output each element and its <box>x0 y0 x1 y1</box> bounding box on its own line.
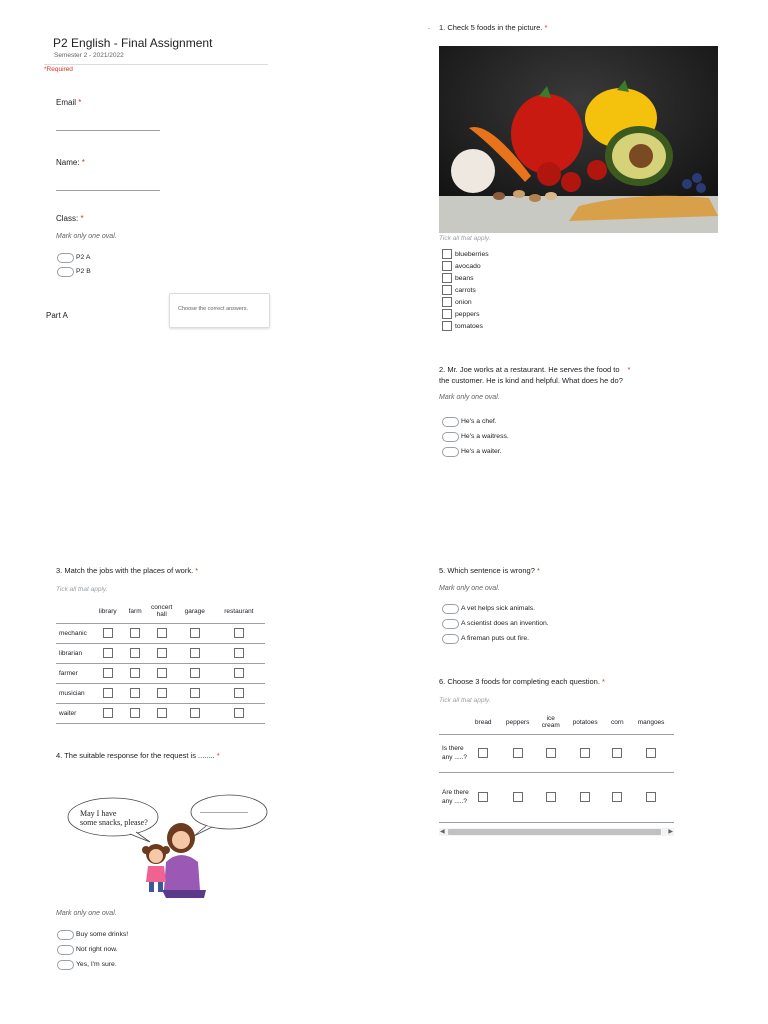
class-label: Class: <box>56 214 79 223</box>
q3-row-label: mechanic <box>56 623 92 643</box>
form-subtitle: Semester 2 - 2021/2022 <box>54 52 124 59</box>
q6-hint: Tick all that apply. <box>439 697 491 704</box>
name-question <box>56 158 85 167</box>
radio-oval[interactable] <box>442 634 459 644</box>
q1-question: 1. Check 5 foods in the picture. * <box>439 23 548 32</box>
grid-checkbox[interactable] <box>234 668 244 678</box>
required-star: * <box>80 214 84 223</box>
radio-oval[interactable] <box>442 604 459 614</box>
checkbox[interactable] <box>442 261 452 271</box>
scrollbar-thumb[interactable] <box>448 829 661 835</box>
vegetables-photo <box>439 46 718 233</box>
q3-row-label: musician <box>56 683 92 703</box>
grid-checkbox[interactable] <box>580 748 590 758</box>
required-star: * <box>216 751 220 760</box>
q3-column-restaurant: restaurant <box>224 607 254 615</box>
grid-checkbox[interactable] <box>103 688 113 698</box>
grid-checkbox[interactable] <box>234 628 244 638</box>
table-row <box>56 683 265 703</box>
checkbox[interactable] <box>442 273 452 283</box>
q6-column-bread: bread <box>474 718 492 726</box>
radio-oval[interactable] <box>57 267 74 277</box>
part-a-description-box <box>169 293 270 328</box>
form-title: P2 English - Final Assignment <box>53 36 213 50</box>
radio-oval[interactable] <box>57 960 74 970</box>
class-option[interactable]: P2 B <box>57 264 91 279</box>
q5-option[interactable]: A scientist does an invention. <box>442 616 549 631</box>
class-option[interactable]: P2 A <box>57 250 91 265</box>
q6-row-label: Is there any .....? <box>439 734 469 772</box>
grid-checkbox[interactable] <box>190 688 200 698</box>
q5-options <box>442 601 549 646</box>
q1-options <box>442 248 489 332</box>
email-question <box>56 98 81 107</box>
scroll-left-arrow[interactable]: ◀ <box>440 829 445 835</box>
checkbox[interactable] <box>442 285 452 295</box>
table-row <box>439 734 674 772</box>
grid-checkbox[interactable] <box>130 668 140 678</box>
q5-hint: Mark only one oval. <box>439 585 500 592</box>
required-star: * <box>602 677 605 686</box>
grid-checkbox[interactable] <box>234 648 244 658</box>
checkbox[interactable] <box>442 321 452 331</box>
required-star: * <box>195 566 199 575</box>
required-star: * <box>81 158 85 167</box>
grid-checkbox[interactable] <box>157 668 167 678</box>
table-row <box>439 772 674 822</box>
grid-checkbox[interactable] <box>103 708 113 718</box>
q3-grid <box>56 600 265 724</box>
grid-checkbox[interactable] <box>513 792 523 802</box>
q3-hint: Tick all that apply. <box>56 586 108 593</box>
q4-option[interactable]: Not right now. <box>57 942 128 957</box>
q2-option[interactable]: He's a waitress. <box>442 429 509 444</box>
q2-option[interactable]: He's a waiter. <box>442 444 509 459</box>
page-dot: . <box>428 24 430 31</box>
q3-column-garage: garage <box>184 607 205 615</box>
q4-options <box>57 927 128 972</box>
q3-row-label: waiter <box>56 703 92 723</box>
q4-question: 4. The suitable response for the request is ........ * <box>56 751 220 760</box>
grid-checkbox[interactable] <box>130 648 140 658</box>
grid-checkbox[interactable] <box>157 628 167 638</box>
q6-column-peppers: peppers <box>505 718 530 726</box>
grid-checkbox[interactable] <box>103 648 113 658</box>
grid-checkbox[interactable] <box>478 748 488 758</box>
grid-checkbox[interactable] <box>190 628 200 638</box>
table-row <box>56 623 265 643</box>
scroll-right-arrow[interactable]: ▶ <box>668 829 673 835</box>
q1-option[interactable]: blueberries <box>442 248 489 260</box>
q2-hint: Mark only one oval. <box>439 394 500 401</box>
q2-options <box>442 414 509 459</box>
grid-checkbox[interactable] <box>612 792 622 802</box>
part-a-description: Choose the correct answers. <box>178 306 249 312</box>
required-star: * <box>536 566 540 575</box>
q3-question: 3. Match the jobs with the places of work. * <box>56 566 199 575</box>
table-row <box>56 663 265 683</box>
table-row <box>56 643 265 663</box>
grid-checkbox[interactable] <box>157 648 167 658</box>
grid-checkbox[interactable] <box>190 648 200 658</box>
radio-oval[interactable] <box>57 930 74 940</box>
table-row <box>56 703 265 723</box>
grid-checkbox[interactable] <box>103 668 113 678</box>
header-divider <box>44 64 268 65</box>
q6-row-label: Are there any .....? <box>439 772 469 822</box>
grid-checkbox[interactable] <box>130 688 140 698</box>
grid-checkbox[interactable] <box>130 708 140 718</box>
grid-checkbox[interactable] <box>103 628 113 638</box>
q6-column-potatoes: potatoes <box>572 718 598 726</box>
q6-column-ice-cream: ice cream <box>541 715 560 730</box>
bubble-request: May I have some snacks, please? <box>80 809 148 827</box>
grid-checkbox[interactable] <box>580 792 590 802</box>
q3-row-label: farmer <box>56 663 92 683</box>
q1-option[interactable]: avocado <box>442 260 489 272</box>
email-label: Email <box>56 98 77 107</box>
bubble-response: ........................ <box>200 806 248 815</box>
q3-row-label: librarian <box>56 643 92 663</box>
name-label: Name: <box>56 158 80 167</box>
grid-checkbox[interactable] <box>190 708 200 718</box>
q4-illustration <box>66 790 272 902</box>
q6-question: 6. Choose 3 foods for completing each question. * <box>439 677 605 686</box>
required-note: *Required <box>44 66 73 73</box>
grid-checkbox[interactable] <box>190 668 200 678</box>
grid-checkbox[interactable] <box>234 688 244 698</box>
grid-checkbox[interactable] <box>234 708 244 718</box>
grid-checkbox[interactable] <box>646 748 656 758</box>
class-options <box>57 250 91 279</box>
form-header <box>44 36 268 73</box>
name-field[interactable] <box>56 180 160 191</box>
checkbox[interactable] <box>442 249 452 259</box>
grid-checkbox[interactable] <box>612 748 622 758</box>
class-question <box>56 214 84 223</box>
radio-oval[interactable] <box>442 447 459 457</box>
q3-column-concert-hall: concert hall <box>151 604 173 619</box>
q5-question: 5. Which sentence is wrong? * <box>439 566 540 575</box>
q1-hint: Tick all that apply. <box>439 235 491 242</box>
q1-option[interactable]: tomatoes <box>442 320 489 332</box>
q6-horizontal-scrollbar[interactable] <box>439 828 674 836</box>
q2-question: 2. Mr. Joe works at a restaurant. He serves the food to * the customer. He is kind and helpful. What does he do? <box>439 365 631 385</box>
grid-checkbox[interactable] <box>157 688 167 698</box>
q1-option[interactable]: onion <box>442 296 489 308</box>
q3-column-library: library <box>98 607 117 615</box>
q2-option[interactable]: He's a chef. <box>442 414 509 429</box>
q5-option[interactable]: A fireman puts out fire. <box>442 631 549 646</box>
q1-option[interactable]: peppers <box>442 308 489 320</box>
radio-oval[interactable] <box>442 417 459 427</box>
q4-option[interactable]: Yes, I'm sure. <box>57 957 128 972</box>
q5-option[interactable]: A vet helps sick animals. <box>442 601 549 616</box>
q6-column-corn: corn <box>610 718 624 726</box>
required-star: * <box>78 98 82 107</box>
grid-checkbox[interactable] <box>546 792 556 802</box>
q4-option[interactable]: Buy some drinks! <box>57 927 128 942</box>
checkbox[interactable] <box>442 309 452 319</box>
grid-checkbox[interactable] <box>646 792 656 802</box>
grid-checkbox[interactable] <box>513 748 523 758</box>
radio-oval[interactable] <box>442 619 459 629</box>
class-hint: Mark only one oval. <box>56 233 117 240</box>
grid-checkbox[interactable] <box>130 628 140 638</box>
q6-column-mangoes: mangoes <box>637 718 665 726</box>
q3-column-farm: farm <box>128 607 142 615</box>
email-field[interactable] <box>56 120 160 131</box>
q1-option[interactable]: beans <box>442 272 489 284</box>
radio-oval[interactable] <box>57 945 74 955</box>
q6-grid <box>439 711 674 823</box>
grid-checkbox[interactable] <box>157 708 167 718</box>
part-a-title: Part A <box>46 311 68 320</box>
q1-option[interactable]: carrots <box>442 284 489 296</box>
q4-hint: Mark only one oval. <box>56 910 117 917</box>
radio-oval[interactable] <box>442 432 459 442</box>
radio-oval[interactable] <box>57 253 74 263</box>
required-star: * <box>627 365 631 374</box>
checkbox[interactable] <box>442 297 452 307</box>
grid-checkbox[interactable] <box>478 792 488 802</box>
grid-checkbox[interactable] <box>546 748 556 758</box>
required-star: * <box>544 23 548 32</box>
q1-vegetables-image <box>439 46 718 233</box>
